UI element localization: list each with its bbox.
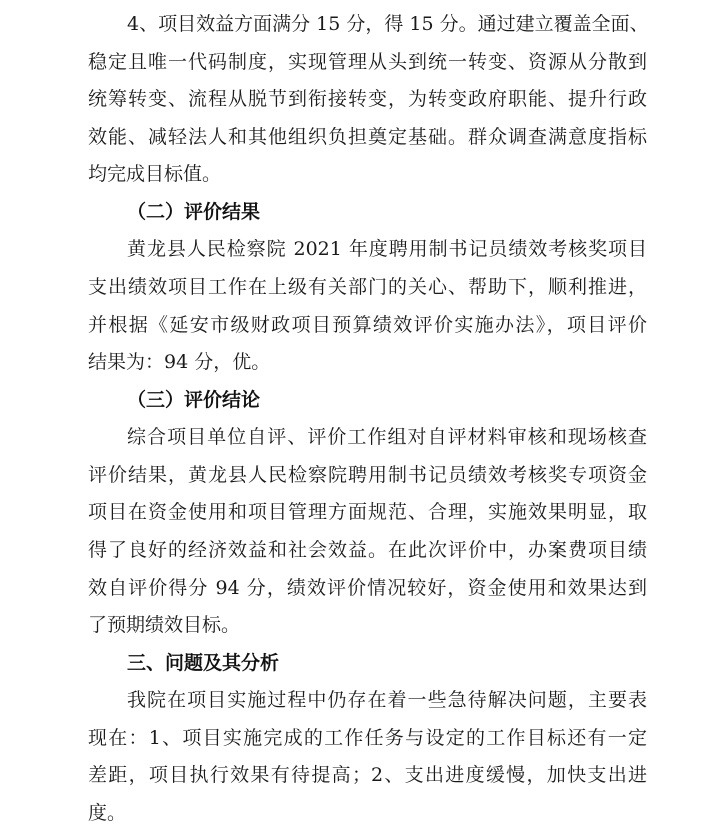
conclusion-line-3: 项目在资金使用和项目管理方面规范、合理，实施效果明显，取 bbox=[88, 501, 647, 524]
benefit-line-1: 4、项目效益方面满分 15 分，得 15 分。通过建立覆盖全面、 bbox=[127, 13, 649, 35]
section-conclusion-heading: （三）评价结论 bbox=[127, 388, 261, 411]
benefit-line-3: 统筹转变、流程从脱节到衔接转变，为转变政府职能、提升行政 bbox=[88, 88, 647, 111]
result-line-3: 并根据《延安市级财政项目预算绩效评价实施办法》，项目评价 bbox=[88, 313, 647, 336]
section-result-heading: （二）评价结果 bbox=[127, 200, 261, 223]
problems-line-2: 现在：1、项目实施完成的工作任务与设定的工作目标还有一定 bbox=[88, 726, 647, 749]
result-line-4: 结果为：94 分，优。 bbox=[88, 351, 271, 374]
conclusion-line-1: 综合项目单位自评、评价工作组对自评材料审核和现场核查 bbox=[127, 426, 647, 449]
result-line-1: 黄龙县人民检察院 2021 年度聘用制书记员绩效考核奖项目 bbox=[127, 238, 647, 261]
benefit-line-4: 效能、减轻法人和其他组织负担奠定基础。群众调查满意度指标 bbox=[88, 125, 647, 148]
problems-line-1: 我院在项目实施过程中仍存在着一些急待解决问题，主要表 bbox=[127, 689, 647, 712]
benefit-line-2: 稳定且唯一代码制度，实现管理从头到统一转变、资源从分散到 bbox=[88, 50, 647, 73]
conclusion-line-2: 评价结果，黄龙县人民检察院聘用制书记员绩效考核奖专项资金 bbox=[88, 463, 647, 486]
problems-line-4: 度。 bbox=[88, 802, 127, 824]
benefit-line-5: 均完成目标值。 bbox=[88, 163, 222, 186]
conclusion-line-4: 得了良好的经济效益和社会效益。在此次评价中，办案费项目绩 bbox=[88, 539, 647, 561]
problems-line-3: 差距，项目执行效果有待提高；2、支出进度缓慢，加快支出进 bbox=[88, 764, 647, 787]
section-problems-heading: 三、问题及其分析 bbox=[127, 651, 280, 674]
conclusion-line-5: 效自评价得分 94 分，绩效评价情况较好，资金使用和效果达到 bbox=[88, 576, 647, 599]
result-line-2: 支出绩效项目工作在上级有关部门的关心、帮助下，顺利推进， bbox=[88, 276, 647, 298]
conclusion-line-6: 了预期绩效目标。 bbox=[88, 614, 241, 637]
